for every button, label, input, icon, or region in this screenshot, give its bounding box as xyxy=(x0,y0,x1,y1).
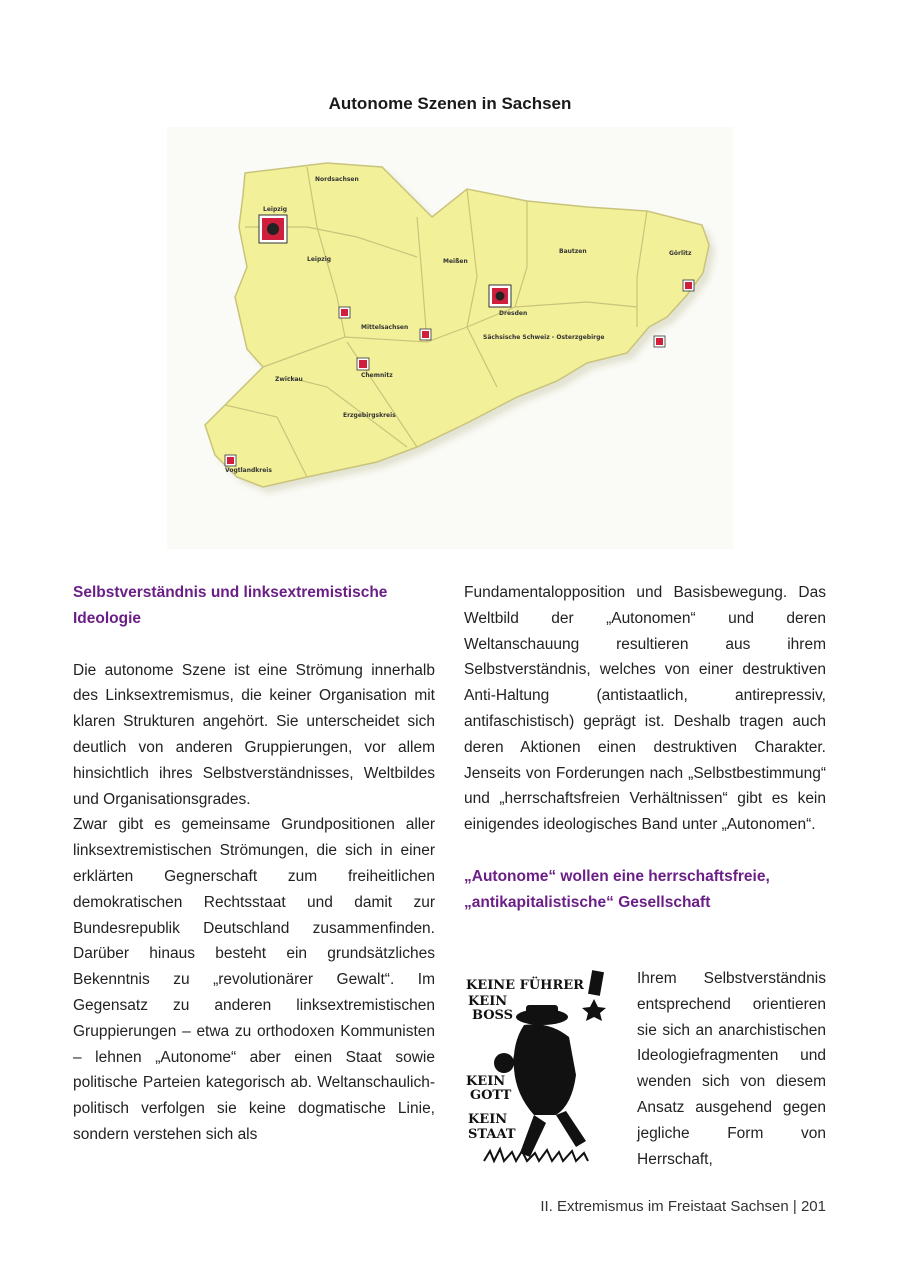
poster-text: GOTT xyxy=(470,1088,512,1103)
right-column xyxy=(464,580,826,916)
region-label: Vogtlandkreis xyxy=(225,467,272,474)
region-label: Leipzig xyxy=(263,206,288,213)
region-label: Meißen xyxy=(443,258,468,265)
body-paragraph: Die autonome Szene ist eine Strömung innerhalb des Linksextremismus, die keiner Organisation mit klaren Strukturen angehört. Sie unterscheidet sich deutlich von anderen Gruppierungen, vor allem hinsichtlich ihres Selbstverständnisses, Weltbildes und Organisationsgrades. xyxy=(73,661,435,808)
saxony-map-graphic xyxy=(167,127,733,549)
region-label: Görlitz xyxy=(669,250,692,257)
region-label: Erzgebirgskreis xyxy=(343,412,396,419)
anarchist-poster-graphic xyxy=(464,965,624,1170)
antifa-marker-small xyxy=(225,455,236,466)
region-label: Zwickau xyxy=(275,376,303,383)
antifa-marker-large xyxy=(259,215,287,243)
antifa-marker-small xyxy=(357,358,369,370)
poster-text: KEIN xyxy=(468,994,508,1009)
region-label: Dresden xyxy=(499,310,528,317)
antifa-marker-small xyxy=(654,336,665,347)
body-paragraph: Fundamentalopposition und Basisbewegung. Das Weltbild der „Autonomen“ und deren Weltanschauung resultieren aus ihrem Selbstverständnis, welches von einer destruktiven Anti-Haltung (antistaatlich, antirepressiv, antifaschistisch) geprägt ist. Deshalb tragen auch deren Aktionen einen destruktiven Charakter. Jenseits von Forderungen nach „Selbstbestimmung“ und „herrschaftsfreien Verhältnissen“ gibt es kein einigendes ideologisches Band unter „Autonomen“. xyxy=(464,584,826,834)
star-icon xyxy=(582,999,606,1021)
region-label: Chemnitz xyxy=(361,372,393,379)
page-footer: II. Extremismus im Freistaat Sachsen | 201 xyxy=(540,1198,826,1215)
antifa-marker-small xyxy=(420,329,431,340)
poster-text: KEINE FÜHRER xyxy=(466,978,584,993)
antifa-marker-small xyxy=(339,307,350,318)
body-paragraph: Zwar gibt es gemeinsame Grundpositionen aller linksextremistischen Strömungen, die sich in einer erklärten Gegnerschaft zum freiheitlichen demokratischen Rechtsstaat und damit zur Bundesrepublik Deutschland zusammenfinden. Darüber hinaus besteht ein grundsätzliches Bekenntnis zu „revolutionärer Gewalt“. Im Gegensatz zu anderen linksextremistischen Gruppierungen – etwa zu orthodoxen Kommunisten – lehnen „Autonome“ aber einen Staat sowie politische Parteien kategorisch ab. Weltanschaulich-politisch verfolgen sie keine dogmatische Linie, sondern verstehen sich als xyxy=(73,816,435,1143)
saxony-map xyxy=(167,127,733,549)
poster-text: STAAT xyxy=(468,1127,516,1142)
section-heading: Selbstverständnis und linksextremistische Ideologie xyxy=(73,584,388,627)
poster-text: BOSS xyxy=(472,1008,514,1023)
left-column xyxy=(73,580,435,1148)
region-label: Nordsachsen xyxy=(315,176,359,183)
poster-text: KEIN xyxy=(468,1112,508,1127)
region-label: Leipzig xyxy=(307,256,332,263)
wrapped-paragraph: Ihrem Selbstverständnis entsprechend orientieren sie sich an anarchistischen Ideologiefragmenten und wenden sich von diesem Ansatz ausgehend gegen jegliche Form von Herrschaft, xyxy=(637,970,826,1168)
section-heading: „Autonome“ wollen eine herrschaftsfreie, „antikapitalistische“ Gesellschaft xyxy=(464,867,770,911)
region-label: Bautzen xyxy=(559,248,587,255)
poster-text: KEIN xyxy=(466,1074,506,1089)
poster-illustration xyxy=(464,965,624,1170)
antifa-marker-small xyxy=(683,280,694,291)
map-title: Autonome Szenen in Sachsen xyxy=(328,94,572,113)
antifa-marker-large xyxy=(489,285,511,307)
region-label: Mittelsachsen xyxy=(361,324,409,331)
region-label: Sächsische Schweiz - Osterzgebirge xyxy=(483,334,605,341)
